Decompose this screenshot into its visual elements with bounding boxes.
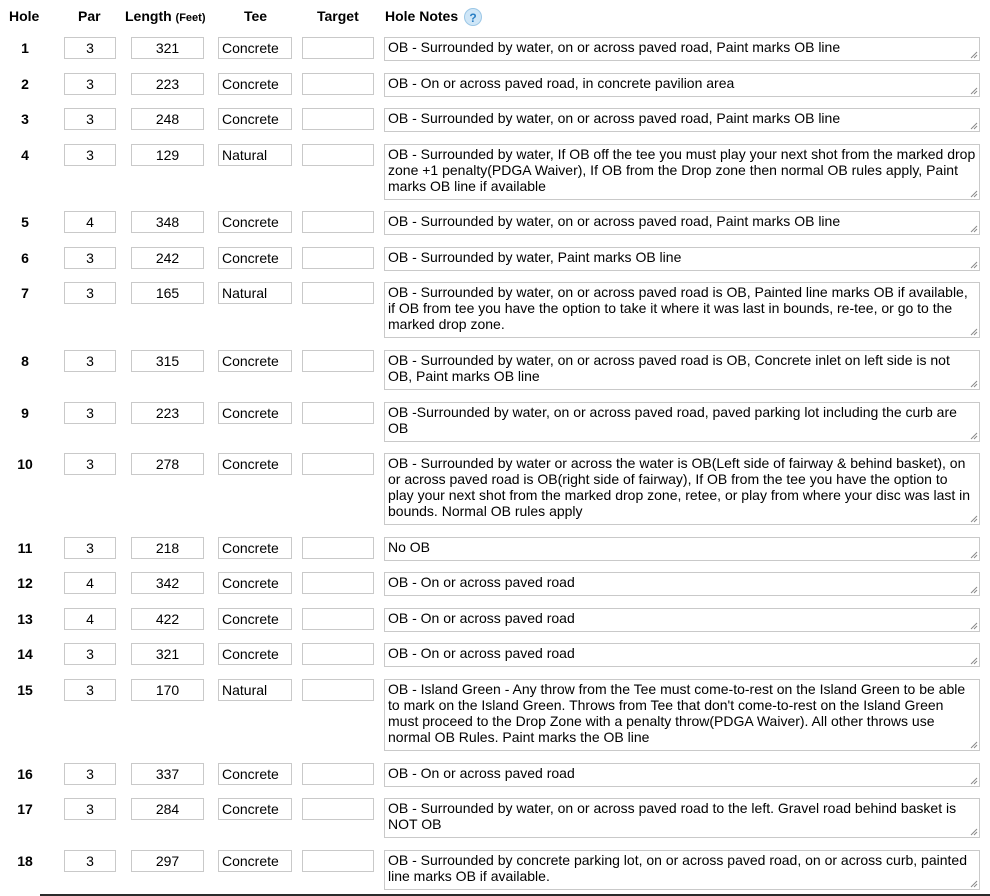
hole-notes-text: OB - Surrounded by water, If OB off the tee you must play your next shot from the marked drop zone +1 penalty(PDGA Waiver), If OB from the Drop zone then normal OB rules apply, Paint marks OB line if available — [388, 146, 976, 194]
par-input[interactable]: 3 — [64, 643, 116, 665]
par-input[interactable]: 3 — [64, 37, 116, 59]
hole-number: 5 — [21, 214, 29, 230]
hole-notes-textarea[interactable] — [384, 798, 980, 838]
par-input[interactable]: 3 — [64, 402, 116, 424]
tee-input[interactable]: Concrete — [218, 643, 292, 665]
tee-input[interactable]: Natural — [218, 679, 292, 701]
hole-number: 13 — [17, 611, 33, 627]
hole-notes-text: OB - Surrounded by water, on or across paved road, Paint marks OB line — [388, 39, 841, 55]
hole-notes-text: OB - Surrounded by water or across the water is OB(Left side of fairway & behind basket), on or across paved road is OB(right side of fairway), If OB from the tee you have the option to play your next shot from the marked drop zone, retee, or play from where your disc was last in bounds. Normal OB rules apply — [388, 455, 971, 519]
hole-notes-textarea[interactable] — [384, 537, 980, 561]
tee-input[interactable]: Concrete — [218, 798, 292, 820]
par-input[interactable]: 3 — [64, 850, 116, 872]
hole-notes-textarea[interactable] — [384, 282, 980, 338]
hole-notes-text: OB - Surrounded by water, on or across paved road is OB, Concrete inlet on left side is not OB, Paint marks OB line — [388, 352, 950, 384]
length-input[interactable]: 165 — [131, 282, 204, 304]
tee-input[interactable]: Concrete — [218, 453, 292, 475]
par-input[interactable]: 3 — [64, 73, 116, 95]
hole-notes-text: OB - On or across paved road — [388, 765, 575, 781]
target-input[interactable] — [302, 608, 374, 630]
hole-number: 10 — [17, 456, 33, 472]
hole-notes-textarea[interactable] — [384, 402, 980, 442]
target-input[interactable] — [302, 37, 374, 59]
hole-notes-textarea[interactable] — [384, 572, 980, 596]
hole-notes-textarea[interactable] — [384, 608, 980, 632]
tee-input[interactable]: Concrete — [218, 850, 292, 872]
target-input[interactable] — [302, 247, 374, 269]
tee-input[interactable]: Natural — [218, 144, 292, 166]
hole-number: 17 — [17, 801, 33, 817]
help-icon[interactable]: ? — [464, 8, 482, 26]
length-input[interactable]: 321 — [131, 37, 204, 59]
tee-input[interactable]: Natural — [218, 282, 292, 304]
hole-notes-textarea[interactable] — [384, 37, 980, 61]
hole-number: 1 — [21, 40, 29, 56]
tee-input[interactable]: Concrete — [218, 37, 292, 59]
length-input[interactable]: 223 — [131, 402, 204, 424]
par-input[interactable]: 4 — [64, 572, 116, 594]
hole-notes-textarea[interactable] — [384, 643, 980, 667]
par-input[interactable]: 3 — [64, 350, 116, 372]
tee-input[interactable]: Concrete — [218, 108, 292, 130]
tee-input[interactable]: Concrete — [218, 350, 292, 372]
tee-input[interactable]: Concrete — [218, 572, 292, 594]
tee-input[interactable]: Concrete — [218, 402, 292, 424]
hole-notes-text: OB - Surrounded by concrete parking lot, on or across paved road, on or across curb, painted line marks OB if available. — [388, 852, 967, 884]
length-input[interactable]: 170 — [131, 679, 204, 701]
target-input[interactable] — [302, 850, 374, 872]
header-hole: Hole — [9, 8, 40, 24]
length-input[interactable]: 315 — [131, 350, 204, 372]
header-tee: Tee — [244, 8, 268, 24]
tee-input[interactable]: Concrete — [218, 608, 292, 630]
hole-notes-textarea[interactable] — [384, 763, 980, 787]
hole-notes-text: No OB — [388, 539, 431, 555]
par-input[interactable]: 3 — [64, 798, 116, 820]
length-input[interactable]: 321 — [131, 643, 204, 665]
hole-number: 3 — [21, 111, 29, 127]
hole-notes-text: OB - On or across paved road, in concrete pavilion area — [388, 75, 735, 91]
target-input[interactable] — [302, 402, 374, 424]
par-input[interactable]: 4 — [64, 608, 116, 630]
hole-notes-textarea[interactable] — [384, 144, 980, 200]
par-input[interactable]: 3 — [64, 247, 116, 269]
header-target: Target — [317, 8, 359, 24]
length-input[interactable]: 248 — [131, 108, 204, 130]
hole-number: 7 — [21, 285, 29, 301]
length-input[interactable]: 348 — [131, 211, 204, 233]
hole-number: 2 — [21, 76, 29, 92]
length-input[interactable]: 284 — [131, 798, 204, 820]
hole-notes-text: OB - Surrounded by water, on or across paved road, Paint marks OB line — [388, 110, 841, 126]
target-input[interactable] — [302, 453, 374, 475]
header-length-label: Length — [125, 8, 172, 24]
par-input[interactable]: 3 — [64, 453, 116, 475]
length-input[interactable]: 342 — [131, 572, 204, 594]
tee-input[interactable]: Concrete — [218, 73, 292, 95]
hole-notes-text: OB -Surrounded by water, on or across paved road, paved parking lot including the curb are OB — [388, 404, 957, 436]
hole-notes-textarea[interactable] — [384, 108, 980, 132]
target-input[interactable] — [302, 643, 374, 665]
hole-notes-text: OB - On or across paved road — [388, 610, 575, 626]
length-input[interactable]: 129 — [131, 144, 204, 166]
target-input[interactable] — [302, 211, 374, 233]
par-input[interactable]: 4 — [64, 211, 116, 233]
par-input[interactable]: 3 — [64, 679, 116, 701]
hole-number: 8 — [21, 353, 29, 369]
hole-notes-textarea[interactable] — [384, 73, 980, 97]
hole-number: 15 — [17, 682, 33, 698]
hole-notes-text: OB - On or across paved road — [388, 574, 575, 590]
hole-number: 4 — [21, 147, 29, 163]
par-input[interactable]: 3 — [64, 144, 116, 166]
header-length — [125, 8, 206, 24]
hole-notes-text: OB - Surrounded by water, Paint marks OB line — [388, 249, 682, 265]
hole-notes-text: OB - Surrounded by water, on or across paved road to the left. Gravel road behind basket is NOT OB — [388, 800, 957, 832]
target-input[interactable] — [302, 537, 374, 559]
hole-number: 16 — [17, 766, 33, 782]
tee-input[interactable]: Concrete — [218, 211, 292, 233]
length-input[interactable]: 218 — [131, 537, 204, 559]
par-input[interactable]: 3 — [64, 763, 116, 785]
target-input[interactable] — [302, 282, 374, 304]
length-input[interactable]: 422 — [131, 608, 204, 630]
hole-notes-text: OB - On or across paved road — [388, 645, 575, 661]
par-input[interactable]: 3 — [64, 108, 116, 130]
hole-number: 6 — [21, 250, 29, 266]
header-notes: Hole Notes — [385, 8, 459, 24]
par-input[interactable]: 3 — [64, 537, 116, 559]
target-input[interactable] — [302, 763, 374, 785]
length-input[interactable]: 297 — [131, 850, 204, 872]
hole-number: 14 — [17, 646, 33, 662]
hole-number: 12 — [17, 575, 33, 591]
hole-number: 18 — [17, 853, 33, 869]
target-input[interactable] — [302, 679, 374, 701]
length-input[interactable]: 242 — [131, 247, 204, 269]
target-input[interactable] — [302, 73, 374, 95]
target-input[interactable] — [302, 350, 374, 372]
hole-notes-textarea[interactable] — [384, 350, 980, 390]
hole-number: 11 — [17, 540, 33, 556]
length-input[interactable]: 278 — [131, 453, 204, 475]
hole-notes-textarea[interactable] — [384, 850, 980, 890]
target-input[interactable] — [302, 108, 374, 130]
hole-notes-textarea[interactable] — [384, 453, 980, 525]
header-par: Par — [78, 8, 101, 24]
tee-input[interactable]: Concrete — [218, 537, 292, 559]
par-input[interactable]: 3 — [64, 282, 116, 304]
target-input[interactable] — [302, 572, 374, 594]
length-input[interactable]: 337 — [131, 763, 204, 785]
hole-notes-text: OB - Island Green - Any throw from the Tee must come-to-rest on the Island Green to be able to mark on the Island Green. Throws from Tee that don't come-to-rest on the Island Green must proceed to the Drop Zone with a penalty throw(PDGA Waiver). All other throws use normal OB Rules. Paint marks the OB line — [388, 681, 966, 745]
target-input[interactable] — [302, 798, 374, 820]
hole-notes-textarea[interactable] — [384, 211, 980, 235]
tee-input[interactable]: Concrete — [218, 763, 292, 785]
length-input[interactable]: 223 — [131, 73, 204, 95]
target-input[interactable] — [302, 144, 374, 166]
hole-notes-textarea[interactable] — [384, 247, 980, 271]
header-length-unit: (Feet) — [175, 12, 206, 24]
hole-notes-textarea[interactable] — [384, 679, 980, 751]
hole-number: 9 — [21, 405, 29, 421]
table-header — [0, 0, 990, 32]
hole-notes-text: OB - Surrounded by water, on or across paved road is OB, Painted line marks OB if available, if OB from tee you have the option to take it where it was last in bounds, re-tee, or go to the marked drop zone. — [388, 284, 968, 332]
hole-notes-text: OB - Surrounded by water, on or across paved road, Paint marks OB line — [388, 213, 841, 229]
tee-input[interactable]: Concrete — [218, 247, 292, 269]
